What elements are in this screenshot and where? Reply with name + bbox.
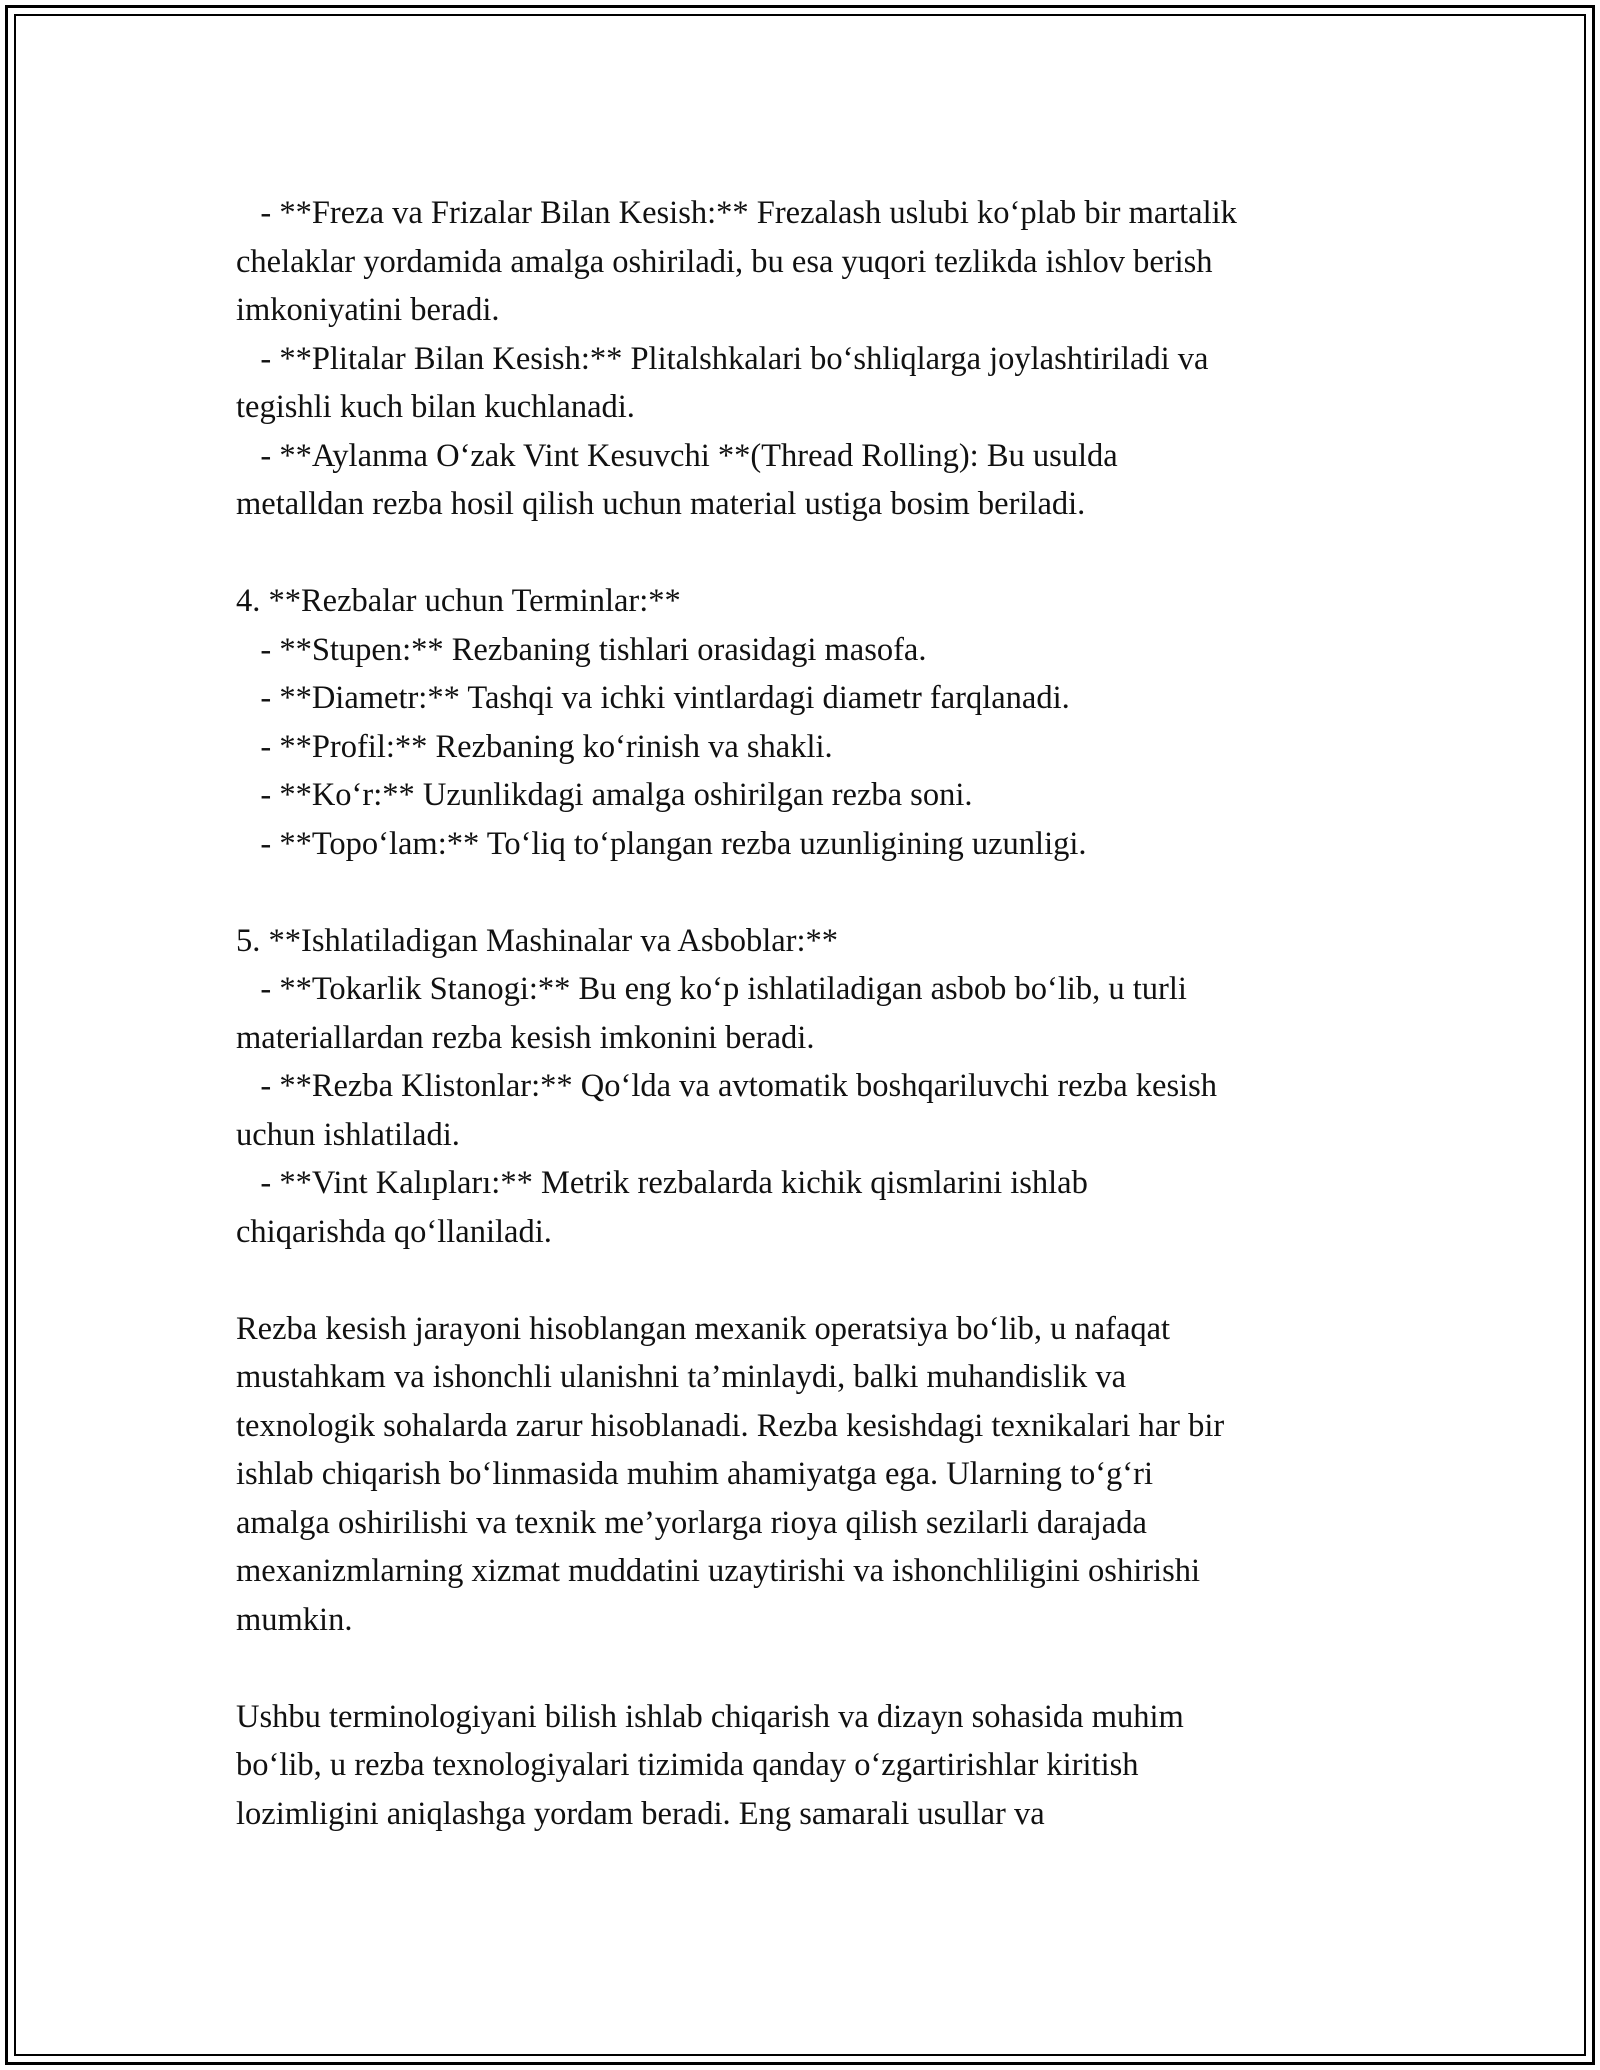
paragraph-line: amalga oshirilishi va texnik me’yorlarga rioya qilish sezilarli darajada <box>236 1504 1147 1541</box>
blank-line <box>236 1644 1376 1693</box>
text-line: - **Aylanma O‘zak Vint Kesuvchi **(Thread Rolling): Bu usulda <box>236 437 1118 474</box>
text-line: - **Plitalar Bilan Kesish:** Plitalshkalari bo‘shliqlarga joylashtiriladi va <box>236 340 1209 377</box>
paragraph-line: mexanizmlarning xizmat muddatini uzaytirishi va ishonchliligini oshirishi <box>236 1553 1201 1589</box>
text-line: - **Ko‘r:** Uzunlikdagi amalga oshirilgan rezba soni. <box>236 777 973 813</box>
text-line: metalldan rezba hosil qilish uchun material ustiga bosim beriladi. <box>236 486 1086 522</box>
document-body <box>236 189 1376 1838</box>
text-line: - **Rezba Klistonlar:** Qo‘lda va avtomatik boshqariluvchi rezba kesish <box>236 1068 1218 1104</box>
text-line: - **Stupen:** Rezbaning tishlari orasidagi masofa. <box>236 631 927 668</box>
text-line: chiqarishda qo‘llaniladi. <box>236 1213 552 1250</box>
paragraph-line: ishlab chiqarish bo‘linmasida muhim ahamiyatga ega. Ularning to‘g‘ri <box>236 1456 1153 1492</box>
section-heading: 5. **Ishlatiladigan Mashinalar va Asboblar:** <box>236 922 839 959</box>
text-line: - **Topo‘lam:** To‘liq to‘plangan rezba uzunligining uzunligi. <box>236 825 1087 862</box>
paragraph-line: Rezba kesish jarayoni hisoblangan mexanik operatsiya bo‘lib, u nafaqat <box>236 1310 1171 1347</box>
text-line: chelaklar yordamida amalga oshiriladi, bu esa yuqori tezlikda ishlov berish <box>236 243 1213 280</box>
blank-line <box>236 529 1376 578</box>
paragraph-line: lozimligini aniqlashga yordam beradi. Eng samarali usullar va <box>236 1795 1045 1832</box>
paragraph-line: mumkin. <box>236 1601 353 1638</box>
text-line: tegishli kuch bilan kuchlanadi. <box>236 389 635 425</box>
paragraph-line: mustahkam va ishonchli ulanishni ta’minlaydi, balki muhandislik va <box>236 1359 1127 1395</box>
paragraph-line: texnologik sohalarda zarur hisoblanadi. Rezba kesishdagi texnikalari har bir <box>236 1407 1225 1444</box>
text-line: uchun ishlatiladi. <box>236 1116 460 1153</box>
blank-line <box>236 868 1376 917</box>
text-line: - **Tokarlik Stanogi:** Bu eng ko‘p ishlatiladigan asbob bo‘lib, u turli <box>236 971 1187 1007</box>
paragraph-line: bo‘lib, u rezba texnologiyalari tizimida qanday o‘zgartirishlar kiritish <box>236 1747 1139 1783</box>
text-line: imkoniyatini beradi. <box>236 292 500 328</box>
text-line: materiallardan rezba kesish imkonini beradi. <box>236 1019 815 1056</box>
text-line: - **Diametr:** Tashqi va ichki vintlardagi diametr farqlanadi. <box>236 680 1070 716</box>
section-heading: 4. **Rezbalar uchun Terminlar:** <box>236 583 681 619</box>
blank-line <box>236 1256 1376 1305</box>
text-line: - **Freza va Frizalar Bilan Kesish:** Frezalash uslubi ko‘plab bir martalik <box>236 195 1237 231</box>
text-line: - **Vint Kalıpları:** Metrik rezbalarda kichik qismlarini ishlab <box>236 1165 1088 1201</box>
text-line: - **Profil:** Rezbaning ko‘rinish va shakli. <box>236 728 833 765</box>
paragraph-line: Ushbu terminologiyani bilish ishlab chiqarish va dizayn sohasida muhim <box>236 1698 1184 1735</box>
